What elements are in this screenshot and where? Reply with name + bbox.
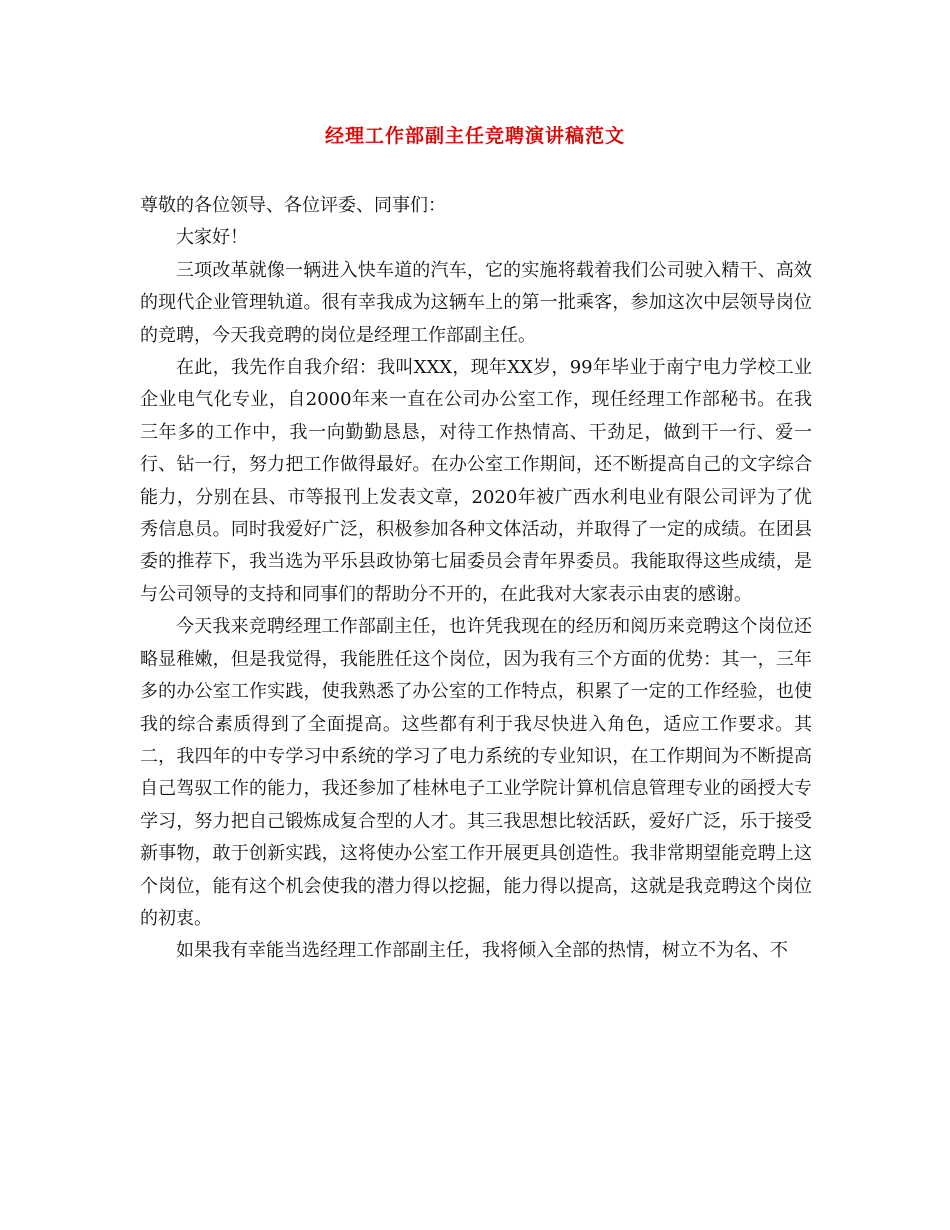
- document-title: 经理工作部副主任竞聘演讲稿范文: [324, 125, 625, 147]
- salutation: 尊敬的各位领导、各位评委、同事们：: [140, 195, 446, 216]
- document-body: [140, 190, 812, 968]
- paragraph-greeting: 大家好！: [176, 227, 248, 249]
- paragraph-reform: 三项改革就像一辆进入快车道的汽车，它的实施将载着我们公司驶入精干、高效的现代企业管理轨道。很有幸我成为这辆车上的第一批乘客，参加这次中层领导岗位的竞聘，今天我竞聘的岗位是经理工作部副主任。: [140, 259, 812, 346]
- paragraph-self-introduction: 在此，我先作自我介绍：我叫XXX，现年XX岁，99年毕业于南宁电力学校工业企业电气化专业，自2000年来一直在公司办公室工作，现任经理工作部秘书。在我三年多的工作中，我一向勤勤恳恳，对待工作热情高、干劲足，做到干一行、爱一行、钻一行，努力把工作做得最好。在办公室工作期间，还不断提高自己的文字综合能力，分别在县、市等报刊上发表文章，2020年被广西水利电业有限公司评为了优秀信息员。同时我爱好广泛，积极参加各种文体活动，并取得了一定的成绩。在团县委的推荐下，我当选为平乐县政协第七届委员会青年界委员。我能取得这些成绩，是与公司领导的支持和同事们的帮助分不开的，在此我对大家表示由衷的感谢。: [140, 357, 812, 605]
- paragraph-advantages: 今天我来竞聘经理工作部副主任，也许凭我现在的经历和阅历来竞聘这个岗位还略显稚嫩，但是我觉得，我能胜任这个岗位，因为我有三个方面的优势：其一，三年多的办公室工作实践，使我熟悉了办公室的工作特点，积累了一定的工作经验，也使我的综合素质得到了全面提高。这些都有利于我尽快进入角色，适应工作要求。其二，我四年的中专学习中系统的学习了电力系统的专业知识，在工作期间为不断提高自己驾驭工作的能力，我还参加了桂林电子工业学院计算机信息管理专业的函授大专学习，努力把自己锻炼成复合型的人才。其三我思想比较活跃，爱好广泛，乐于接受新事物，敢于创新实践，这将使办公室工作开展更具创造性。我非常期望能竞聘上这个岗位，能有这个机会使我的潜力得以挖掘，能力得以提高，这就是我竞聘这个岗位的初衷。: [140, 616, 812, 929]
- paragraph-commitment: 如果我有幸能当选经理工作部副主任，我将倾入全部的热情，树立不为名、不: [176, 940, 788, 962]
